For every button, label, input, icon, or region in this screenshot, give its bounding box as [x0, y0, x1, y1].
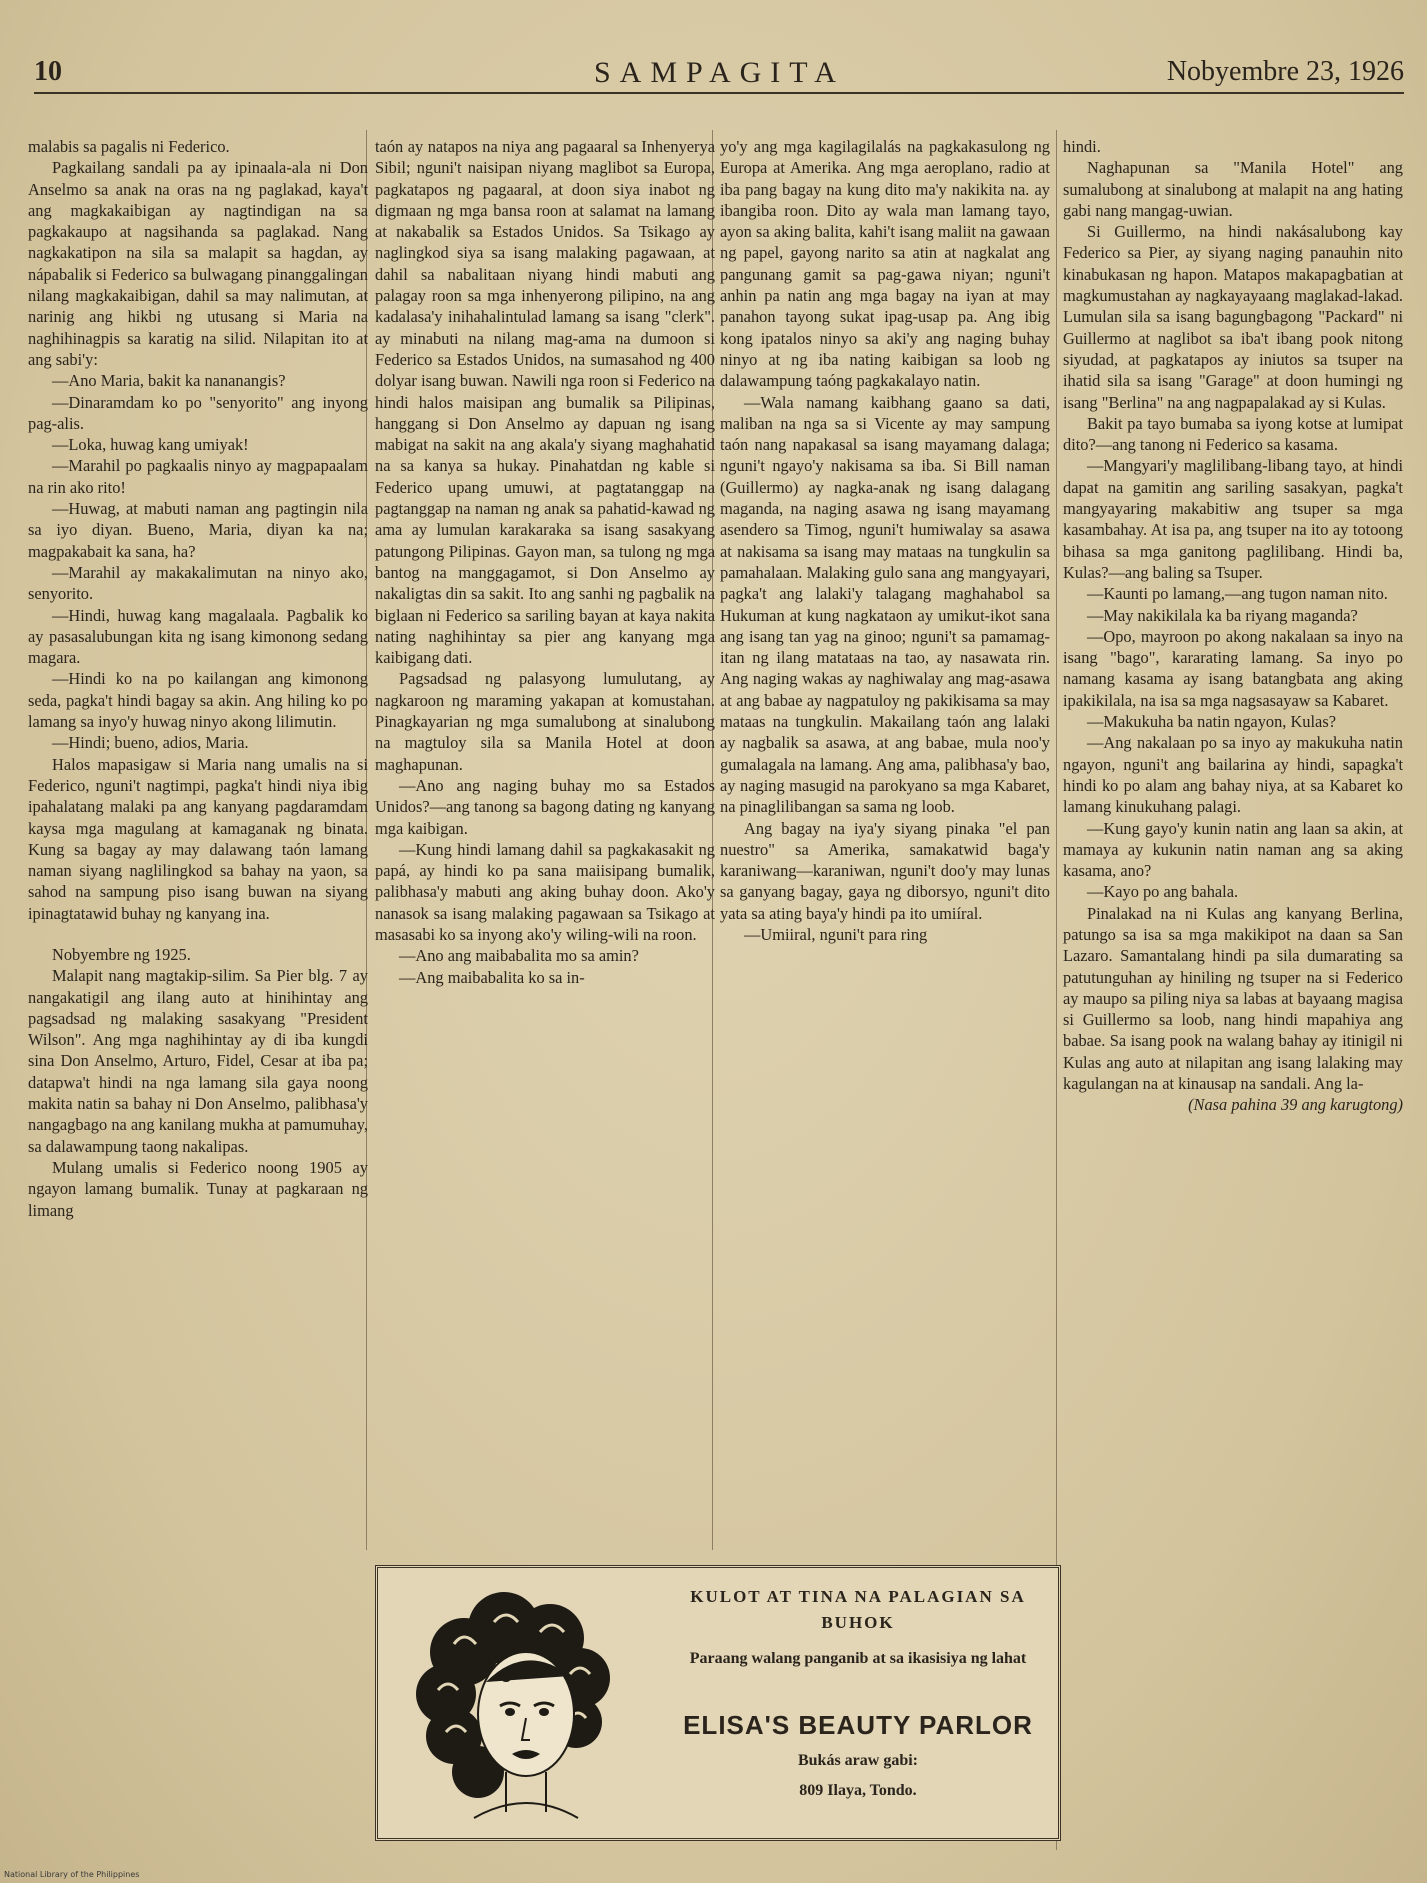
paragraph: —Umiiral, nguni't para ring	[744, 924, 928, 944]
paragraph: —Opo, mayroon po akong nakalaan sa inyo na isang "bago", kararating lamang. Sa inyo po namang kasama ay isang batangbata ang aking ipakikilala, na isa sa mga nagsasayaw sa Kabaret.	[1063, 626, 1403, 710]
paragraph: yo'y ang mga kagilagilalás na pagkakasulong ng Europa at Amerika. Ang mga aeroplano, radio at iba pang bagay na kung dito ma'y nakikita na. ay ibangiba roon. Dito ay wala man lamang tayo, ayon sa aking balita, kahi't isang maliit na gawaan ng papel, gayong narito sa atin at nagkalat ang pangunang gamit sa pag-gawa niyan; nguni't anhin pa natin ang mga bagay na iyan at may panahon tayong sukat ipag-usap pa. Ang ibig kong ipatalos ninyo sa aki'y ang naging buhay ninyo at ng iba nating kaibigan sa loob ng dalawampung taóng pagkakalayo natin.	[720, 137, 1050, 391]
paragraph: —Mangyari'y maglilibang-libang tayo, at hindi dapat na gamitin ang sariling sasakyan, pagka't mangyayaring makabitiw ang tsuper sa mga kasambahay. At isa pa, ang tsuper na ito ay totoong bihasa sa mga ganitong paglilibang. Hindi ba, Kulas?—ang baling sa Tsuper.	[1063, 456, 1403, 582]
paragraph: Halos mapasigaw si Maria nang umalis na si Federico, nguni't nagtimpi, pagka't hindi niya ibig ipahalatang malaki pa ang kanyang pagdaramdam kaysa mga magulang at kamaganak ng binata. Kung sa bagay ay may dalawang taón lamang naman siyang naglilingkod sa bahay na yaon, sa sahod na sampung piso isang buwan na siyang ipinagtatawid buhay ng kanyang ina.	[28, 754, 368, 923]
page-header	[34, 56, 1404, 96]
text-column-2	[375, 136, 715, 988]
text-column-3	[720, 136, 1050, 945]
paragraph: —Kaunti po lamang,—ang tugon naman nito.	[1087, 584, 1388, 604]
ad-headline: KULOT AT TINA NA PALAGIAN SA BUHOK	[690, 1587, 1026, 1632]
text-column-1	[28, 136, 368, 1221]
woman-portrait-illustration	[394, 1582, 630, 1822]
paragraph: —Kung hindi lamang dahil sa pagkakasakit ng papá, ay hindi ko pa sana maiisipang bumalik, palibhasa'y mabuti ang aking buhay doon. Ako'y nanasok sa isang malaking pagawaan sa Tsikago at masasabi ko sa inyong ako'y wiling-wili na roon.	[375, 839, 715, 944]
masthead-title: SAMPAGITA	[594, 56, 845, 89]
paragraph: malabis sa pagalis ni Federico.	[28, 137, 230, 156]
paragraph: —Kung gayo'y kunin natin ang laan sa akin, at mamaya ay kukunin natin naman ang sa aking kasama, ano?	[1063, 818, 1403, 881]
paragraph: —Ano ang naging buhay mo sa Estados Unidos?—ang tanong sa bagong dating ng kanyang mga kaibigan.	[375, 775, 715, 838]
paragraph: —Ano ang maibabalita mo sa amin?	[399, 946, 639, 966]
paragraph: —Makukuha ba natin ngayon, Kulas?	[1087, 712, 1336, 732]
paragraph: —Kayo po ang bahala.	[1087, 882, 1239, 902]
paragraph: Mulang umalis si Federico noong 1905 ay ngayon lamang bumalik. Tunay at pagkaraan ng limang	[28, 1157, 368, 1220]
paragraph: Si Guillermo, na hindi nakásalubong kay Federico sa Pier, ay siyang naging panauhin nito kinabukasan ng hapon. Matapos makapagbatian at magkumustahan ay nagkayayaang maglakad-lakad. Lumulan sila sa isang bagungbagong "Packard" ni Guillermo at naglibot sa iba't ibang pook nitong siyudad, at pagkatapos ay iniutos sa tsuper na ihatid sila sa isang "Garage" at doon humingi ng isang "Berlina" na ang nagpapalakad ay si Kulas.	[1063, 222, 1403, 412]
text-column-4	[1063, 136, 1403, 1116]
paragraph: —Hindi ko na po kailangan ang kimonong seda, pagka't hindi bagay sa akin. Ang hiling ko po lamang sa inyo'y huwag ninyo akong lilimutin.	[28, 669, 368, 732]
paragraph: —Dinaramdam ko po "senyorito" ang inyong pag-alis.	[28, 392, 368, 433]
paragraph: —May nakikilala ka ba riyang maganda?	[1087, 605, 1358, 625]
paragraph: —Huwag, at mabuti naman ang pagtingin nila sa iyo diyan. Bueno, Maria, diyan ka na; magpakabait ka sana, ha?	[28, 499, 368, 561]
page-number: 10	[34, 56, 62, 87]
paragraph: —Loka, huwag kang umiyak!	[52, 435, 249, 455]
paragraph: Ang bagay na iya'y siyang pinaka "el pan nuestro" sa Amerika, samakatwid baga'y karaniwang—karaniwan, nguni't doo'y may lunas sa ganyang bagay, gaya ng diborsyo, nguni't dito yata sa ating baya'y hindi pa ito umiíral.	[720, 818, 1050, 923]
continuation-note: (Nasa pahina 39 ang karugtong)	[1188, 1095, 1403, 1115]
paragraph: Pinalakad na ni Kulas ang kanyang Berlina, patungo sa isa sa mga makikipot na daan sa San Lazaro. Samantalang hindi pa sila dumarating sa patutunguhan ay hiniling ng tsuper na si Federico ay maupo sa piling niya sa labas at bayaang magisa si Guillermo sa loob, nang hindi mapahiya ang babae. Sa isang pook na walang bahay ay itinigil ni Kulas ang auto at nilapitan ang isang lalaking may kagulangan na at kinausap na sandali. Ang la-	[1063, 903, 1403, 1094]
paragraph: hindi.	[1063, 137, 1101, 156]
paragraph: —Ano Maria, bakit ka nananangis?	[52, 371, 286, 391]
paragraph: —Ang maibabalita ko sa in-	[399, 967, 585, 987]
header-rule	[34, 92, 1404, 94]
paragraph: Naghapunan sa "Manila Hotel" ang sumalubong at sinalubong at malapit na ang hating gabi nang mangag-uwian.	[1063, 158, 1403, 220]
issue-date: Nobyembre 23, 1926	[1166, 56, 1404, 87]
library-credit: National Library of the Philippines	[4, 1870, 140, 1879]
paragraph: Pagkailang sandali pa ay ipinaala-ala ni Don Anselmo sa anak na oras na ng paglakad, kaya't ang magkakaibigan ay nagtindigan na sa pagkakaupo at nagsihanda sa paglakad. Nang nagkakatipon na sila sa malapit sa hagdan, ay nápabalik si Federico sa bulwagang pinanggalingan nilang magkakaibigan, dahil sa may nalimutan, at narinig ang hikbi ng utusang si Maria na naghihinagpis sa karatig na silid. Nilapitan ito at ang sabi'y:	[28, 158, 368, 369]
paragraph: Malapit nang magtakip-silim. Sa Pier blg. 7 ay nangakatigil ang ilang auto at hinihintay ang pagsadsad ng malaking sasakyang "President Wilson". Ang mga naghihintay ay di iba kungdi sina Don Anselmo, Arturo, Fidel, Cesar at iba pa; datapwa't hindi na nga lamang sila gaya noong makita natin sa bahay ni Don Anselmo, palibhasa'y nangagbago na ang kanilang mukha at pamumuhay, sa dalawampung taong nakalipas.	[28, 966, 368, 1156]
ad-business-name: ELISA'S BEAUTY PARLOR	[683, 1710, 1033, 1740]
section-date: Nobyembre ng 1925.	[52, 944, 191, 964]
paragraph: Pagsadsad ng palasyong lumulutang, ay nagkaroon ng maraming yakapan at komustahan. Pinagkayarian ng mga sumalubong at sinalubong na magtuloy sila sa Manila Hotel at doon maghapunan.	[375, 669, 715, 774]
paragraph: —Wala namang kaibhang gaano sa dati, maliban na nga sa si Vicente ay may sampung taón nang napakasal sa isang mayamang dalaga; nguni't ngayo'y nakisama sa iba. Si Bill naman (Guillermo) ay nagka-anak ng isang dalagang maganda, na naging asawa ng isang mayamang asendero sa Timog, nguni't humiwalay sa asawa at nakisama sa isang may mataas na tungkulin sa pamahalaan. Malaking gulo sana ang mangyayari, pagka't ang lalaki'y talagang maghahabol sa Hukuman at kung nagkataon ay umikut-ikot sana ang isang tan yag na ginoo; nguni't sa pamamag-itan ng ilang matataas na tao, ay nasawata rin. Ang naging wakas ay naghiwalay ang mag-asawa at ang babae ay nagpatuloy ng pakikisama sa may mataas na tungkulin. Makailang taón ang lalaki ay nagbalik sa asawa, at ang babae, mula noo'y gumalagala na lamang. Ang ama, palibhasa'y bao, ay naging masugid na parokyano sa mga Kabaret, na pinaglilibangan sa sama ng loob.	[720, 392, 1050, 817]
paragraph: —Marahil ay makakalimutan na ninyo ako, senyorito.	[28, 562, 368, 604]
beauty-parlor-ad	[375, 1565, 1061, 1841]
paragraph: —Marahil po pagkaalis ninyo ay magpapaalam na rin ako rito!	[28, 456, 368, 497]
paragraph: —Ang nakalaan po sa inyo ay makukuha natin ngayon, nguni't ang bailarina ay hindi, sapagka't hindi ko po alam ang bahay niya, at sa Kabaret ko lamang kinukuhang palagi.	[1063, 733, 1403, 817]
ad-hours: Bukás araw gabi:	[797, 1752, 919, 1769]
ad-subtext: Paraang walang panganib at sa ikasisiya ng lahat	[689, 1650, 1027, 1667]
paragraph: taón ay natapos na niya ang pagaaral sa Inhenyerya Sibil; nguni't naisipan niyang maglibot sa Europa, pagkatapos ng pagaaral, at doon siya inabot ng digmaan ng mga bansa roon at salamat na lamang at nakabalik sa Estados Unidos. Sa Tsikago ay naglingkod siya sa isang malaking pagawaan, at dahil sa nabalitaan niyang hindi mabuti ang palagay roon sa mga inhenyerong pilipino, na ang kadalasa'y inihahalintulad lamang sa isang "clerk". ay minabuti na nilang mag-ama na dumoon si Federico sa Estados Unidos, na sumasahod ng 400 dolyar isang buwan. Nawili nga roon si Federico na hindi halos maisipan ang bumalik sa Pilipinas, hanggang si Don Anselmo ay dapuan ng isang mabigat na sakit na ang akala'y siyang maghahatid na sa kanya sa hukay. Pinahatdan ng kable si Federico upang umuwi, at pagtatanggap na pagtanggap na naman ng anak sa pahatid-kawad ng ama ay lumulan karakaraka sa isang sasakyang patungong Pilipinas. Gayon man, sa tulong ng mga bantog na manggagamot, si Don Anselmo ay nakaligtas din sa sakit. Ito ang sanhi ng pagbalik na biglaan ni Federico sa sariling bayan at kaya nakita nating naghihintay sa pier ang kanyang mga kaibigang dati.	[375, 137, 715, 668]
paragraph: —Hindi; bueno, adios, Maria.	[52, 733, 249, 753]
ad-address: 809 Ilaya, Tondo.	[799, 1782, 917, 1799]
paragraph: Bakit pa tayo bumaba sa iyong kotse at lumipat dito?—ang tanong ni Federico sa kasama.	[1063, 413, 1403, 455]
paragraph: —Hindi, huwag kang magalaala. Pagbalik ko ay pasasalubungan kita ng isang kimonong sedang magara.	[28, 605, 368, 668]
